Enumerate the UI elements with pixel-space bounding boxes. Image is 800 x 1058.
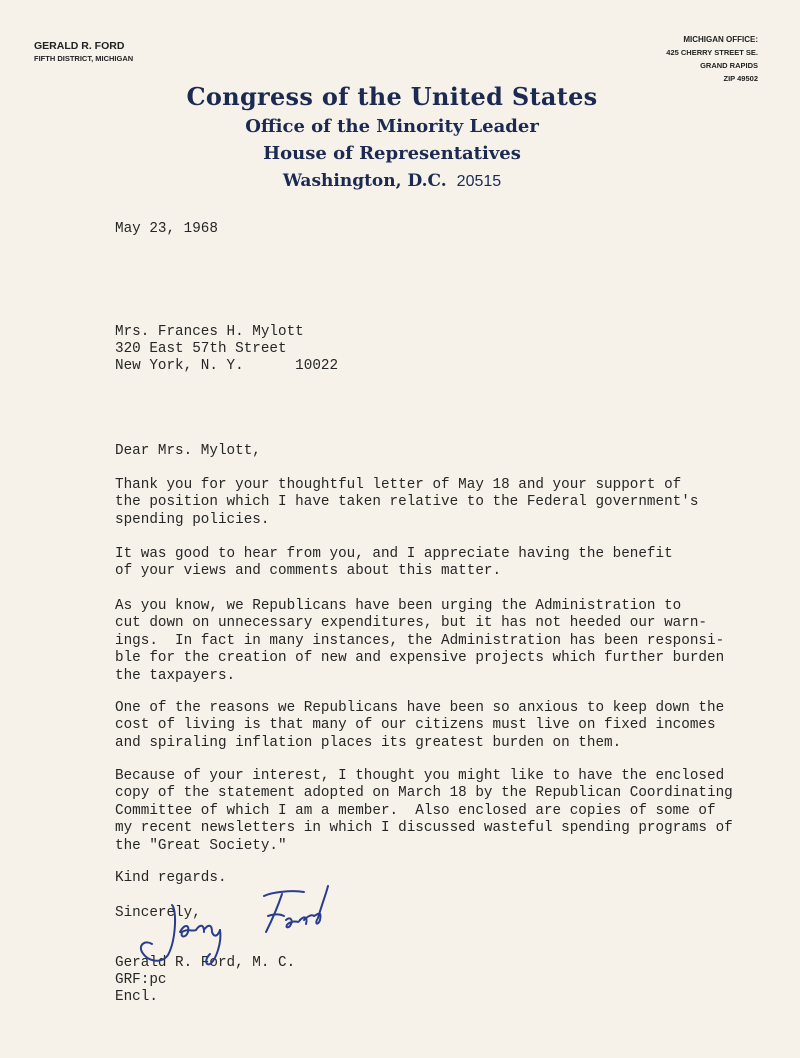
letterhead-office: Office of the Minority Leader <box>245 116 539 137</box>
recipient-name: Mrs. Frances H. Mylott <box>115 324 304 340</box>
letterhead-city: Washington, D.C. 20515 <box>282 171 502 191</box>
recipient-city: New York, N. Y. 10022 <box>115 358 339 374</box>
letterhead-house: House of Representatives <box>263 143 521 164</box>
sender-name: GERALD R. FORD <box>34 40 125 52</box>
paragraph-4: One of the reasons we Republicans have been so anxious to keep down the cost of living is that many of our citizens must live on fixed incomes and spiraling inflation places its greatest burden on them. <box>115 700 725 751</box>
signer-name: Gerald R. Ford, M. C. <box>115 955 296 971</box>
letter-date: May 23, 1968 <box>115 221 218 237</box>
typist-initials: GRF:pc <box>115 972 167 988</box>
enclosure-note: Encl. <box>115 989 158 1005</box>
paragraph-1: Thank you for your thoughtful letter of May 18 and your support of the position which I have taken relative to the Federal government's spending policies. <box>115 477 699 528</box>
recipient-street: 320 East 57th Street <box>115 341 287 357</box>
office-street: 425 CHERRY STREET SE. <box>666 48 758 57</box>
sender-block <box>34 38 133 64</box>
paragraph-3: As you know, we Republicans have been urging the Administration to cut down on unnecessary expenditures, but it has not heeded our warn- ings. In fact in many instances, the Administration has been responsi- ble for the creation of new and expensive projects which further burden the taxpayers. <box>115 598 725 684</box>
salutation: Dear Mrs. Mylott, <box>115 443 261 459</box>
office-address-block <box>666 33 758 85</box>
office-city: GRAND RAPIDS <box>700 61 758 70</box>
office-heading: MICHIGAN OFFICE: <box>683 35 758 44</box>
letterhead-congress: Congress of the United States <box>186 82 598 111</box>
paragraph-2: It was good to hear from you, and I appreciate having the benefit of your views and comments about this matter. <box>115 546 673 580</box>
paragraph-5: Because of your interest, I thought you might like to have the enclosed copy of the statement adopted on March 18 by the Republican Coordinating Committee of which I am a member. Also enclosed are copies of some of my recent newsletters in which I discussed wasteful spending programs of the "Great Society." <box>115 768 733 854</box>
closing: Kind regards. <box>115 870 227 886</box>
letterhead-zip: 20515 <box>456 173 502 190</box>
signoff: Sincerely, <box>115 905 201 921</box>
office-zip: ZIP 49502 <box>723 74 758 83</box>
handwritten-signature <box>132 880 332 970</box>
sender-district: FIFTH DISTRICT, MICHIGAN <box>34 54 134 63</box>
